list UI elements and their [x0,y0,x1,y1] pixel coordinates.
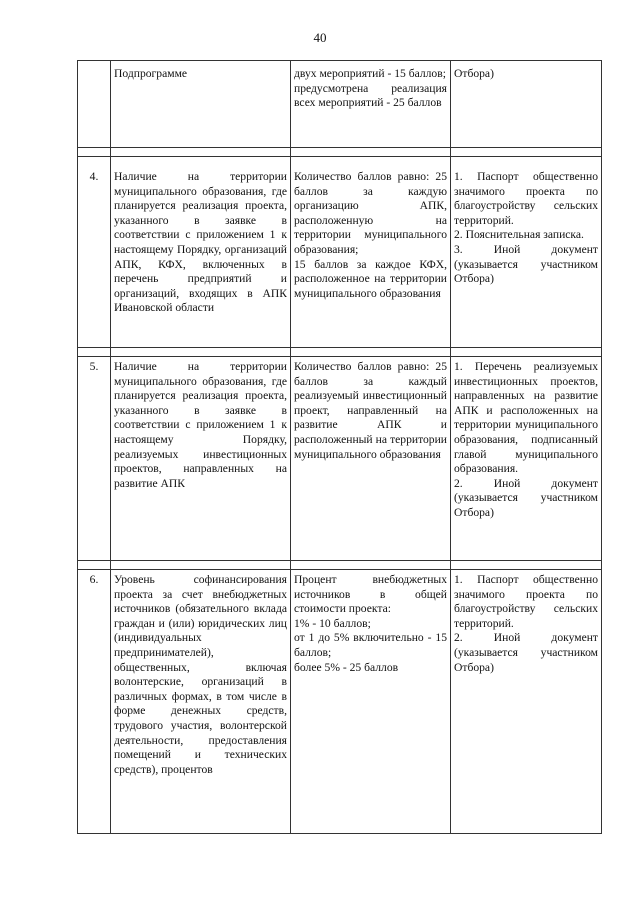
table-row [78,357,602,561]
documents-cell: 1. Паспорт общественно значимого проекта по благоустройству сельских территорий. 2. Пояснительная записка. 3. Иной документ (указывается участником Отбора) [451,157,602,348]
page-number: 40 [313,30,327,45]
documents-cell: 1. Перечень реализуемых инвестиционных проектов, направленных на развитие АПК и расположенных на территории муниципального образования, подписанный главой муниципального образования. 2. Иной документ (указывается участником Отбора) [451,357,602,561]
table-row [78,157,602,348]
criterion-cell: Уровень софинансирования проекта за счет внебюджетных источников (обязательного вклада граждан и (или) юридических лиц (индивидуальных предпринимателей), общественных, включая волонтерские, организаций в различных формах, в том числе в форме денежных средств, трудового участия, волонтерской деятельности, предоставления помещений и технических средств), процентов [111,570,291,834]
scoring-cell: Количество баллов равно: 25 баллов за каждый реализуемый инвестиционный проект, направленный на развитие АПК и расположенный на территории муниципального образования [291,357,451,561]
table-row [78,570,602,834]
scoring-cell: Количество баллов равно: 25 баллов за каждую организацию АПК, расположенную на территории муниципального образования; 15 баллов за каждое КФХ, расположенное на территории муниципального образования [291,157,451,348]
row-number [78,61,111,148]
table-row [78,61,602,148]
row-spacer [78,561,602,570]
row-number: 6. [78,570,111,834]
row-spacer [78,348,602,357]
row-spacer [78,148,602,157]
criteria-table [77,60,602,834]
scoring-cell: Процент внебюджетных источников в общей стоимости проекта: 1% - 10 баллов; от 1 до 5% включительно - 15 баллов; более 5% - 25 баллов [291,570,451,834]
criterion-cell: Подпрограмме [111,61,291,148]
documents-cell: 1. Паспорт общественно значимого проекта по благоустройству сельских территорий. 2. Иной документ (указывается участником Отбора) [451,570,602,834]
documents-cell: Отбора) [451,61,602,148]
criterion-cell: Наличие на территории муниципального образования, где планируется реализация проекта, указанного в заявке в соответствии с приложением 1 к настоящему Порядку, реализуемых инвестиционных проектов, направленных на развитие АПК [111,357,291,561]
row-number: 4. [78,157,111,348]
row-number: 5. [78,357,111,561]
scoring-cell: двух мероприятий - 15 баллов; предусмотрена реализация всех мероприятий - 25 баллов [291,61,451,148]
criterion-cell: Наличие на территории муниципального образования, где планируется реализация проекта, указанного в заявке в соответствии с приложением 1 к настоящему Порядку, организаций АПК, КФХ, включенных в перечень предприятий и организаций, входящих в АПК Ивановской области [111,157,291,348]
